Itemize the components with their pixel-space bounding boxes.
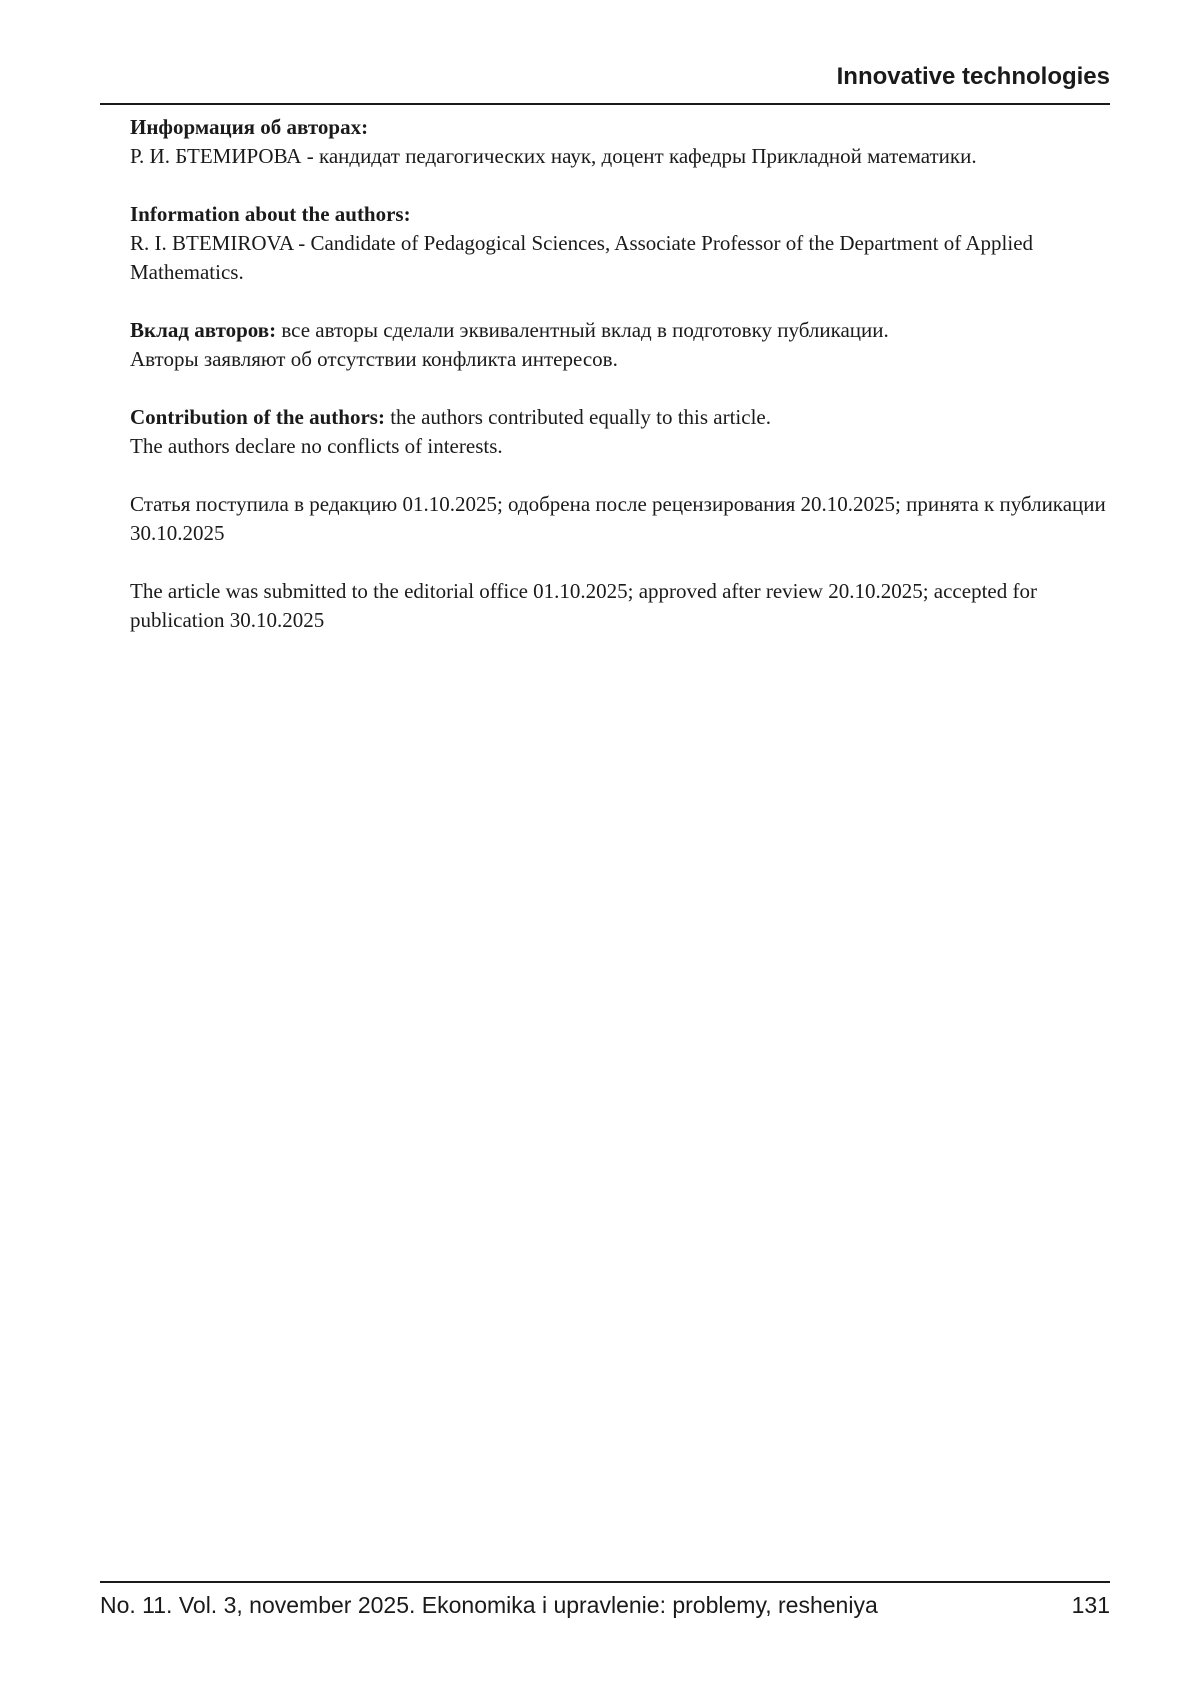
- article-back-matter: [130, 113, 1115, 664]
- conflict-ru-text: Авторы заявляют об отсутствии конфликта интересов.: [130, 347, 618, 371]
- page-number: 131: [1071, 1592, 1110, 1618]
- contribution-ru-line: [130, 316, 1115, 345]
- authors-info-ru: [130, 113, 1115, 171]
- authors-info-en-heading: Information about the authors:: [130, 202, 411, 226]
- footer-rule: [100, 1581, 1110, 1583]
- authors-info-en: [130, 200, 1115, 287]
- contribution-ru-label: Вклад авторов:: [130, 318, 277, 342]
- contribution-en: [130, 403, 1115, 461]
- header-rule: [100, 103, 1110, 105]
- running-footer: [100, 1590, 1110, 1620]
- dates-en: The article was submitted to the editorial office 01.10.2025; approved after review 20.10.2025; accepted for publication 30.10.2025: [130, 579, 1037, 632]
- authors-info-en-text: R. I. BTEMIROVA - Candidate of Pedagogical Sciences, Associate Professor of the Department of Applied Mathematics.: [130, 231, 1034, 284]
- contribution-ru: [130, 316, 1115, 374]
- contribution-en-label: Contribution of the authors:: [130, 405, 385, 429]
- contribution-ru-text: все авторы сделали эквивалентный вклад в подготовку публикации.: [276, 318, 889, 342]
- authors-info-ru-text: Р. И. БТЕМИРОВА - кандидат педагогических наук, доцент кафедры Прикладной математики.: [130, 144, 977, 168]
- journal-citation: No. 11. Vol. 3, november 2025. Ekonomika i upravlenie: problemy, resheniya: [100, 1592, 878, 1618]
- running-header: Innovative technologies: [836, 63, 1110, 90]
- contribution-en-text: the authors contributed equally to this article.: [384, 405, 771, 429]
- authors-info-ru-heading: Информация об авторах:: [130, 115, 369, 139]
- conflict-en-text: The authors declare no conflicts of interests.: [130, 434, 503, 458]
- contribution-en-line: [130, 403, 1115, 432]
- dates-ru: Статья поступила в редакцию 01.10.2025; одобрена после рецензирования 20.10.2025; принята к публикации 30.10.2025: [130, 492, 1106, 545]
